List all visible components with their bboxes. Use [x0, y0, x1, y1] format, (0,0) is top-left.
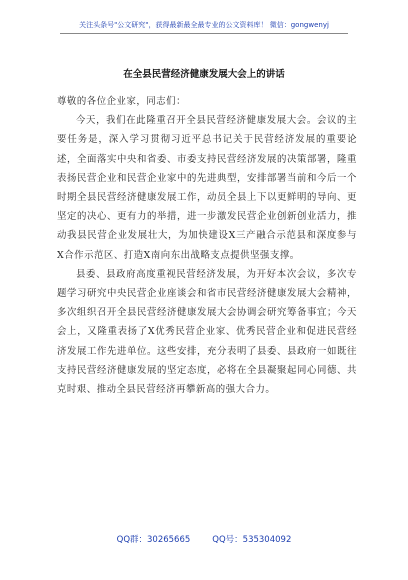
- footer-qq-group: QQ群：30265665: [116, 535, 191, 545]
- document-title: 在全县民营经济健康发展大会上的讲话: [123, 69, 285, 80]
- salutation-paragraph: 尊敬的各位企业家，同志们：: [57, 96, 187, 107]
- page-footer: [0, 534, 408, 546]
- page-header: [60, 20, 348, 34]
- body-paragraph: 县委、县政府高度重视民营经济发展，为开好本次会议，多次专题学习研究中央民营企业座谈会和省市民营经济健康发展大会精神，多次组织召开全县民营经济健康发展大会协调会研究筹备事宜；今天会上，又隆重表扬了X优秀民营企业家、优秀民营企业和促进民营经济发展工作先进单位。这些安排，充分表明了县委、县政府一如既往支持民营经济健康发展的坚定态度，必将在全县凝聚起同心同德、共克时艰、推动全县民营经济再攀新高的强大合力。: [57, 268, 357, 396]
- footer-qq-number: QQ号：535304092: [212, 535, 292, 545]
- header-promo-text: 关注头条号"公文研究"，获得最新最全最专业的公文资料库！ 微信：gongwenyj: [79, 21, 329, 29]
- body-paragraph: 今天，我们在此隆重召开全县民营经济健康发展大会。会议的主要任务是，深入学习贯彻习近平总书记关于民营经济发展的重要论述，全面落实中央和省委、市委支持民营经济发展的决策部署，隆重表扬民营企业和民营企业家中的先进典型，安排部署当前和今后一个时期全县民营经济健康发展工作，动员全县上下以更鲜明的导向、更坚定的决心、更有力的举措，进一步激发民营企业创新创业活力，推动我县民营企业发展壮大，为加快建设X三产融合示范县和深度参与X合作示范区、打造X南向东出战略支点提供坚强支撑。: [57, 115, 357, 261]
- document-body: [57, 92, 357, 399]
